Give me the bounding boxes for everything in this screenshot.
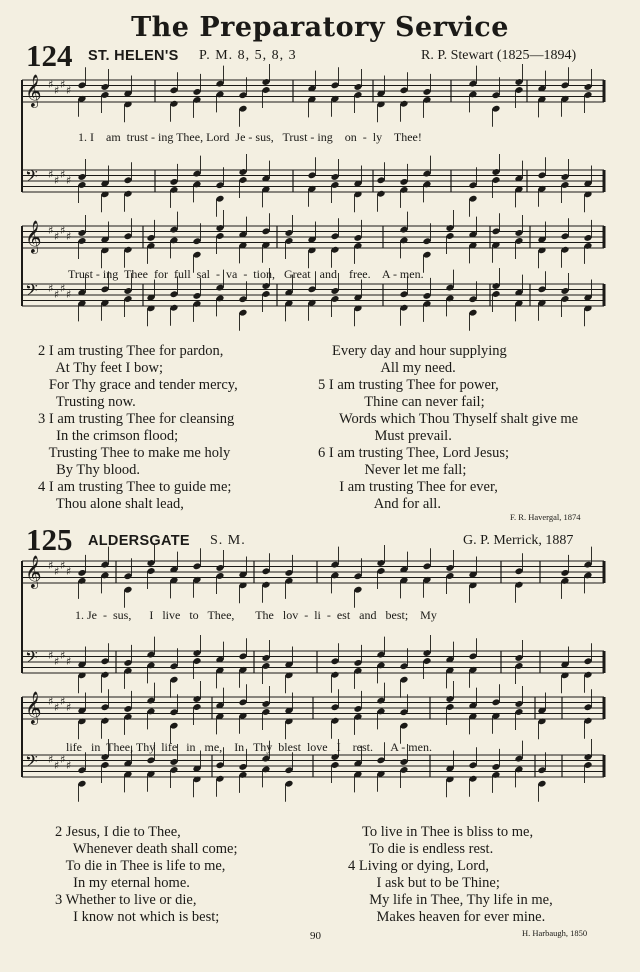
- verse-line: 2 Jesus, I die to Thee,: [55, 824, 181, 840]
- lyric-line: life in Thee, Thy life in me, In Thy blest love I rest. A - men.: [66, 740, 432, 754]
- meter: P. M. 8, 5, 8, 3: [199, 48, 297, 63]
- verse-line: And for all.: [360, 496, 441, 512]
- composer-credit: G. P. Merrick, 1887: [463, 533, 574, 548]
- sharp-icon: ♯: [66, 759, 72, 772]
- sharp-icon: ♯: [60, 649, 66, 662]
- lyric-line: 1. I am trust - ing Thee, Lord Je - sus, Trust - ing on - ly Thee!: [78, 130, 422, 144]
- verse-line: To die in Thee is life to me,: [55, 858, 226, 874]
- sharp-icon: ♯: [60, 168, 66, 181]
- verse-line: I know not which is best;: [55, 909, 220, 925]
- sharp-icon: ♯: [54, 84, 60, 97]
- page-title: The Preparatory Service: [131, 12, 509, 43]
- author-credit: F. R. Havergal, 1874: [510, 512, 581, 522]
- verses-right: [348, 824, 553, 926]
- page-number: 90: [310, 930, 321, 942]
- sharp-icon: ♯: [66, 230, 72, 243]
- treble-clef-icon: 𝄞: [25, 555, 42, 588]
- sharp-icon: ♯: [48, 224, 54, 237]
- verse-line: Words which Thou Thyself shalt give me: [332, 411, 579, 427]
- sharp-icon: ♯: [66, 174, 72, 187]
- verse-line: Trusting Thee to make me holy: [38, 445, 231, 461]
- verse-line: Thine can never fail;: [350, 394, 485, 410]
- verse-line: By Thy blood.: [38, 462, 141, 478]
- sharp-icon: ♯: [48, 649, 54, 662]
- sharp-icon: ♯: [66, 701, 72, 714]
- author-credit: H. Harbaugh, 1850: [522, 928, 588, 938]
- verse-line: 4 Living or dying, Lord,: [348, 858, 489, 874]
- sharp-icon: ♯: [60, 282, 66, 295]
- verse-line: 3 I am trusting Thee for cleansing: [38, 411, 235, 427]
- verse-line: 6 I am trusting Thee, Lord Jesus;: [318, 445, 510, 461]
- sharp-icon: ♯: [60, 753, 66, 766]
- verse-line: Every day and hour supplying: [332, 343, 507, 359]
- verse-line: 2 I am trusting Thee for pardon,: [38, 343, 224, 359]
- composer-credit: R. P. Stewart (1825—1894): [421, 48, 577, 63]
- verse-line: Makes heaven for ever mine.: [362, 909, 546, 925]
- verse-line: My life in Thee, Thy life in me,: [362, 892, 553, 908]
- verse-line: In my eternal home.: [55, 875, 190, 891]
- verse-line: Thou alone shalt lead,: [38, 496, 184, 512]
- verse-line: 3 Whether to live or die,: [55, 892, 197, 908]
- verse-line: All my need.: [374, 360, 456, 376]
- bass-clef-icon: 𝄢: [25, 280, 38, 304]
- sharp-icon: ♯: [48, 168, 54, 181]
- hymn-number: 125: [26, 522, 73, 557]
- hymn-number: 124: [26, 38, 73, 73]
- sharp-icon: ♯: [66, 288, 72, 301]
- sharp-icon: ♯: [48, 559, 54, 572]
- sharp-icon: ♯: [54, 701, 60, 714]
- verse-line: Trusting now.: [38, 394, 136, 410]
- sharp-icon: ♯: [60, 559, 66, 572]
- sharp-icon: ♯: [54, 565, 60, 578]
- tune-name: ALDERSGATE: [88, 533, 190, 549]
- sharp-icon: ♯: [48, 282, 54, 295]
- sharp-icon: ♯: [54, 759, 60, 772]
- lyric-line: 1. Je - sus, I live to Thee, The lov - li - est and best; My: [75, 608, 437, 622]
- verse-line: Never let me fall;: [350, 462, 467, 478]
- sharp-icon: ♯: [54, 655, 60, 668]
- sharp-icon: ♯: [60, 224, 66, 237]
- sharp-icon: ♯: [66, 84, 72, 97]
- bass-clef-icon: 𝄢: [25, 647, 38, 671]
- verses-left: [55, 824, 238, 926]
- sharp-icon: ♯: [60, 78, 66, 91]
- verse-line: Whenever death shall come;: [55, 841, 238, 857]
- verse-line: I am trusting Thee for ever,: [332, 479, 498, 495]
- treble-clef-icon: 𝄞: [25, 220, 42, 253]
- sharp-icon: ♯: [48, 753, 54, 766]
- sharp-icon: ♯: [60, 695, 66, 708]
- verse-line: At Thy feet I bow;: [38, 360, 163, 376]
- sharp-icon: ♯: [54, 230, 60, 243]
- lyric-line: Trust - ing Thee for full sal - va - tion, Great and free. A - men.: [68, 267, 424, 281]
- verse-line: For Thy grace and tender mercy,: [38, 377, 238, 393]
- tune-name: ST. HELEN'S: [88, 48, 179, 64]
- sharp-icon: ♯: [48, 695, 54, 708]
- sharp-icon: ♯: [48, 78, 54, 91]
- verse-line: In the crimson flood;: [38, 428, 179, 444]
- sharp-icon: ♯: [66, 565, 72, 578]
- verse-line: I ask but to be Thine;: [362, 875, 500, 891]
- bass-clef-icon: 𝄢: [25, 751, 38, 775]
- sharp-icon: ♯: [66, 655, 72, 668]
- bass-clef-icon: 𝄢: [25, 166, 38, 190]
- verse-line: Must prevail.: [360, 428, 452, 444]
- verse-line: 4 I am trusting Thee to guide me;: [38, 479, 232, 495]
- sharp-icon: ♯: [54, 174, 60, 187]
- sharp-icon: ♯: [54, 288, 60, 301]
- meter: S. M.: [210, 533, 246, 548]
- treble-clef-icon: 𝄞: [25, 691, 42, 724]
- verse-line: To die is endless rest.: [362, 841, 494, 857]
- treble-clef-icon: 𝄞: [25, 74, 42, 107]
- verse-line: 5 I am trusting Thee for power,: [318, 377, 499, 393]
- verse-line: To live in Thee is bliss to me,: [362, 824, 534, 840]
